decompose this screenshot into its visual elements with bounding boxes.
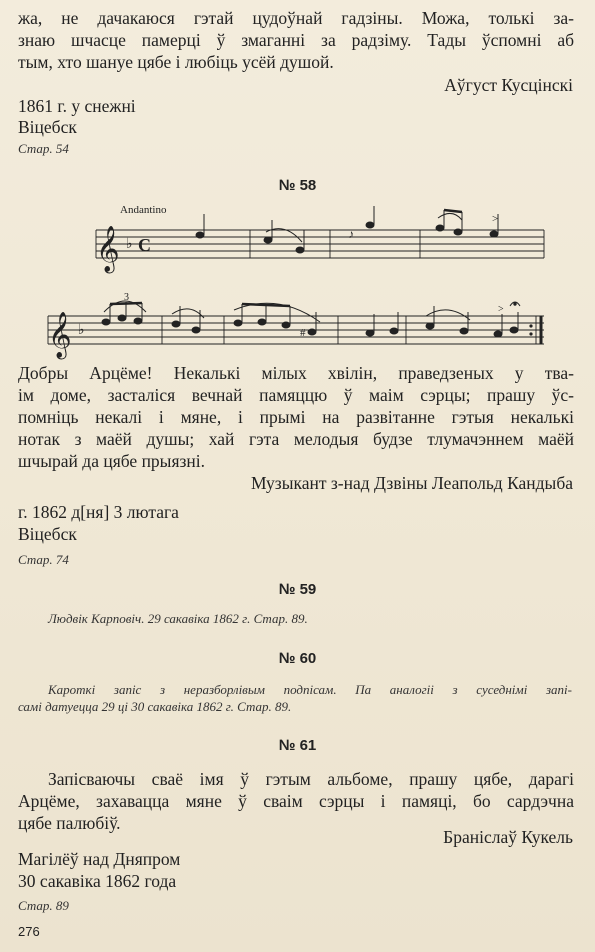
svg-text:C: C: [138, 235, 151, 255]
svg-text:♭: ♭: [126, 236, 133, 252]
entry60-note-line-1: Кароткі запіс з неразборлівым подпісам. Па аналогіі з суседнімі запі-: [48, 682, 572, 697]
svg-text:𝄞: 𝄞: [48, 312, 72, 358]
entry57-line-1: жа, не дачакаюся гэтай цудоўнай гадзіны. Можа, толькі за-: [18, 8, 574, 28]
entry58-line-4: нотак з маёй душы; хай гэта мелодыя будзе тлумачэннем маёй: [18, 429, 574, 449]
entry57-line-2: знаю шчасце памерці ў змаганні за радзіму. Тады ўспомні аб: [18, 30, 574, 50]
entry57-place: Віцебск: [18, 117, 77, 137]
svg-text:♭: ♭: [78, 322, 85, 338]
tempo-marking: Andantino: [120, 204, 167, 216]
entry58-date: г. 1862 д[ня] 3 лютага: [18, 502, 179, 522]
entry61-line-2: Арцёме, захавацца мяне ў сваім сэрцы і памяці, бо сардэчна: [18, 791, 574, 811]
entry58-place: Віцебск: [18, 524, 77, 544]
entry61-date: 30 сакавіка 1862 года: [18, 871, 177, 891]
staff-1-signs: [96, 226, 151, 274]
entry58-page-ref: Стар. 74: [18, 552, 69, 567]
svg-text:♪: ♪: [348, 227, 354, 241]
entry58-line-1: Добры Арцёме! Некалькі мілых хвілін, праведзеных у тва-: [18, 363, 574, 383]
entry58-signature: Музыкант з-над Дзвіны Леапольд Кандыба: [250, 473, 573, 493]
entry58-number: № 58: [278, 177, 317, 194]
entry58-line-3: помніць некалі і мяне, і прымі на развітанне гэтыя некалькі: [18, 407, 574, 427]
entry61-place: Магілёў над Дняпром: [18, 849, 181, 869]
entry57-page-ref: Стар. 54: [18, 141, 69, 156]
svg-text:#: #: [300, 327, 306, 339]
staff-1: [96, 230, 544, 258]
svg-text:>: >: [492, 213, 499, 225]
svg-text:>: >: [498, 304, 504, 315]
entry61-signature: Браніслаў Кукель: [443, 827, 573, 847]
staff-1-notes: [196, 206, 498, 253]
entry58-line-5: шчырай да цябе прыязні.: [18, 451, 206, 471]
music-score: [0, 0, 595, 370]
entry60-number: № 60: [278, 650, 317, 667]
entry57-signature: Аўгуст Кусцінскі: [444, 75, 573, 95]
entry58-line-2: ім доме, засталіся вечнай памяццю ў маім сэрцы; прашу ўс-: [18, 385, 574, 405]
entry61-line-3: цябе палюбіў.: [18, 813, 121, 833]
svg-text:𝄞: 𝄞: [96, 226, 120, 272]
page-number: 276: [18, 924, 40, 939]
staff-2-notes: [102, 292, 520, 339]
entry59-note: Людвік Карповіч. 29 сакавіка 1862 г. Стар. 89.: [48, 611, 308, 626]
entry57-line-3: тым, хто шануе цябе і любіць усёй душой.: [18, 52, 334, 72]
svg-text:3: 3: [124, 292, 129, 303]
entry57-date: 1861 г. у снежні: [18, 96, 136, 116]
entry61-line-1: Запісваючы сваё імя ў гэтым альбоме, прашу цябе, дарагі: [48, 769, 574, 789]
entry59-number: № 59: [278, 581, 317, 598]
entry61-number: № 61: [278, 737, 317, 754]
entry61-page-ref: Стар. 89: [18, 898, 69, 913]
entry60-note-line-2: самі датуецца 29 ці 30 сакавіка 1862 г. Стар. 89.: [18, 699, 292, 714]
